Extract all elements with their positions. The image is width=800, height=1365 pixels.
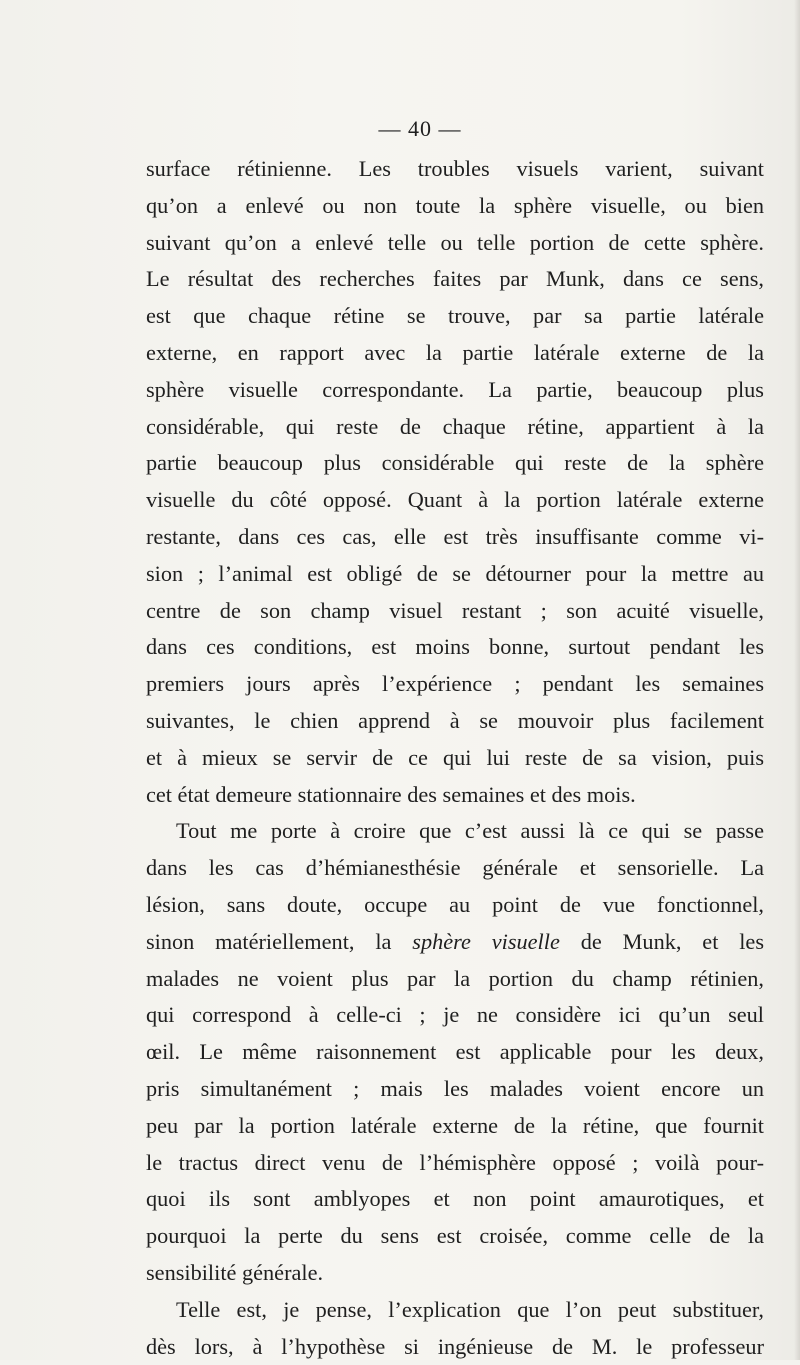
text-line: suivantes, le chien apprend à se mouvoir plus facilement — [146, 703, 764, 740]
text-line: et à mieux se servir de ce qui lui reste de sa vision, puis — [146, 740, 764, 777]
text-line: suivant qu’on a enlevé telle ou telle portion de cette sphère. — [146, 225, 764, 262]
paragraph-1 — [146, 151, 764, 813]
text-line: pourquoi la perte du sens est croisée, comme celle de la — [146, 1218, 764, 1255]
text-line: surface rétinienne. Les troubles visuels varient, suivant — [146, 151, 764, 188]
text-line: centre de son champ visuel restant ; son acuité visuelle, — [146, 593, 764, 630]
page-edge-shadow — [794, 0, 800, 1360]
text-line: dans les cas d’hémianesthésie générale et sensorielle. La — [146, 850, 764, 887]
paragraph-2 — [146, 813, 764, 1291]
text-line: sensibilité générale. — [146, 1255, 764, 1292]
text-line: dès lors, à l’hypothèse si ingénieuse de M. le professeur — [146, 1329, 764, 1365]
text-line: malades ne voient plus par la portion du champ rétinien, — [146, 961, 764, 998]
text-line: sphère visuelle correspondante. La partie, beaucoup plus — [146, 372, 764, 409]
text-line: Tout me porte à croire que c’est aussi là ce qui se passe — [146, 813, 764, 850]
text-line: œil. Le même raisonnement est applicable pour les deux, — [146, 1034, 764, 1071]
text-line: pris simultanément ; mais les malades voient encore un — [146, 1071, 764, 1108]
text-line: qu’on a enlevé ou non toute la sphère visuelle, ou bien — [146, 188, 764, 225]
body-text — [146, 151, 764, 1365]
text-line: est que chaque rétine se trouve, par sa partie latérale — [146, 298, 764, 335]
text-line: externe, en rapport avec la partie latérale externe de la — [146, 335, 764, 372]
page-number: — 40 — — [20, 116, 800, 142]
text-line: peu par la portion latérale externe de la rétine, que fournit — [146, 1108, 764, 1145]
text-line-with-italic: sinon matériellement, la sphère visuelle de Munk, et les — [146, 924, 764, 961]
text-line: qui correspond à celle-ci ; je ne considère ici qu’un seul — [146, 997, 764, 1034]
text-line: cet état demeure stationnaire des semaines et des mois. — [146, 777, 764, 814]
text-line: Telle est, je pense, l’explication que l’on peut substituer, — [146, 1292, 764, 1329]
text-line: partie beaucoup plus considérable qui reste de la sphère — [146, 445, 764, 482]
text-line: restante, dans ces cas, elle est très insuffisante comme vi- — [146, 519, 764, 556]
text-line: lésion, sans doute, occupe au point de vue fonctionnel, — [146, 887, 764, 924]
text-line: visuelle du côté opposé. Quant à la portion latérale externe — [146, 482, 764, 519]
italic-phrase: sphère visuelle — [412, 929, 560, 954]
text-line: sion ; l’animal est obligé de se détourner pour la mettre au — [146, 556, 764, 593]
text-line: Le résultat des recherches faites par Munk, dans ce sens, — [146, 261, 764, 298]
text-line: le tractus direct venu de l’hémisphère opposé ; voilà pour- — [146, 1145, 764, 1182]
text-line: premiers jours après l’expérience ; pendant les semaines — [146, 666, 764, 703]
paragraph-3 — [146, 1292, 764, 1365]
text-line: considérable, qui reste de chaque rétine, appartient à la — [146, 409, 764, 446]
text-line: quoi ils sont amblyopes et non point amaurotiques, et — [146, 1181, 764, 1218]
text-line: dans ces conditions, est moins bonne, surtout pendant les — [146, 629, 764, 666]
